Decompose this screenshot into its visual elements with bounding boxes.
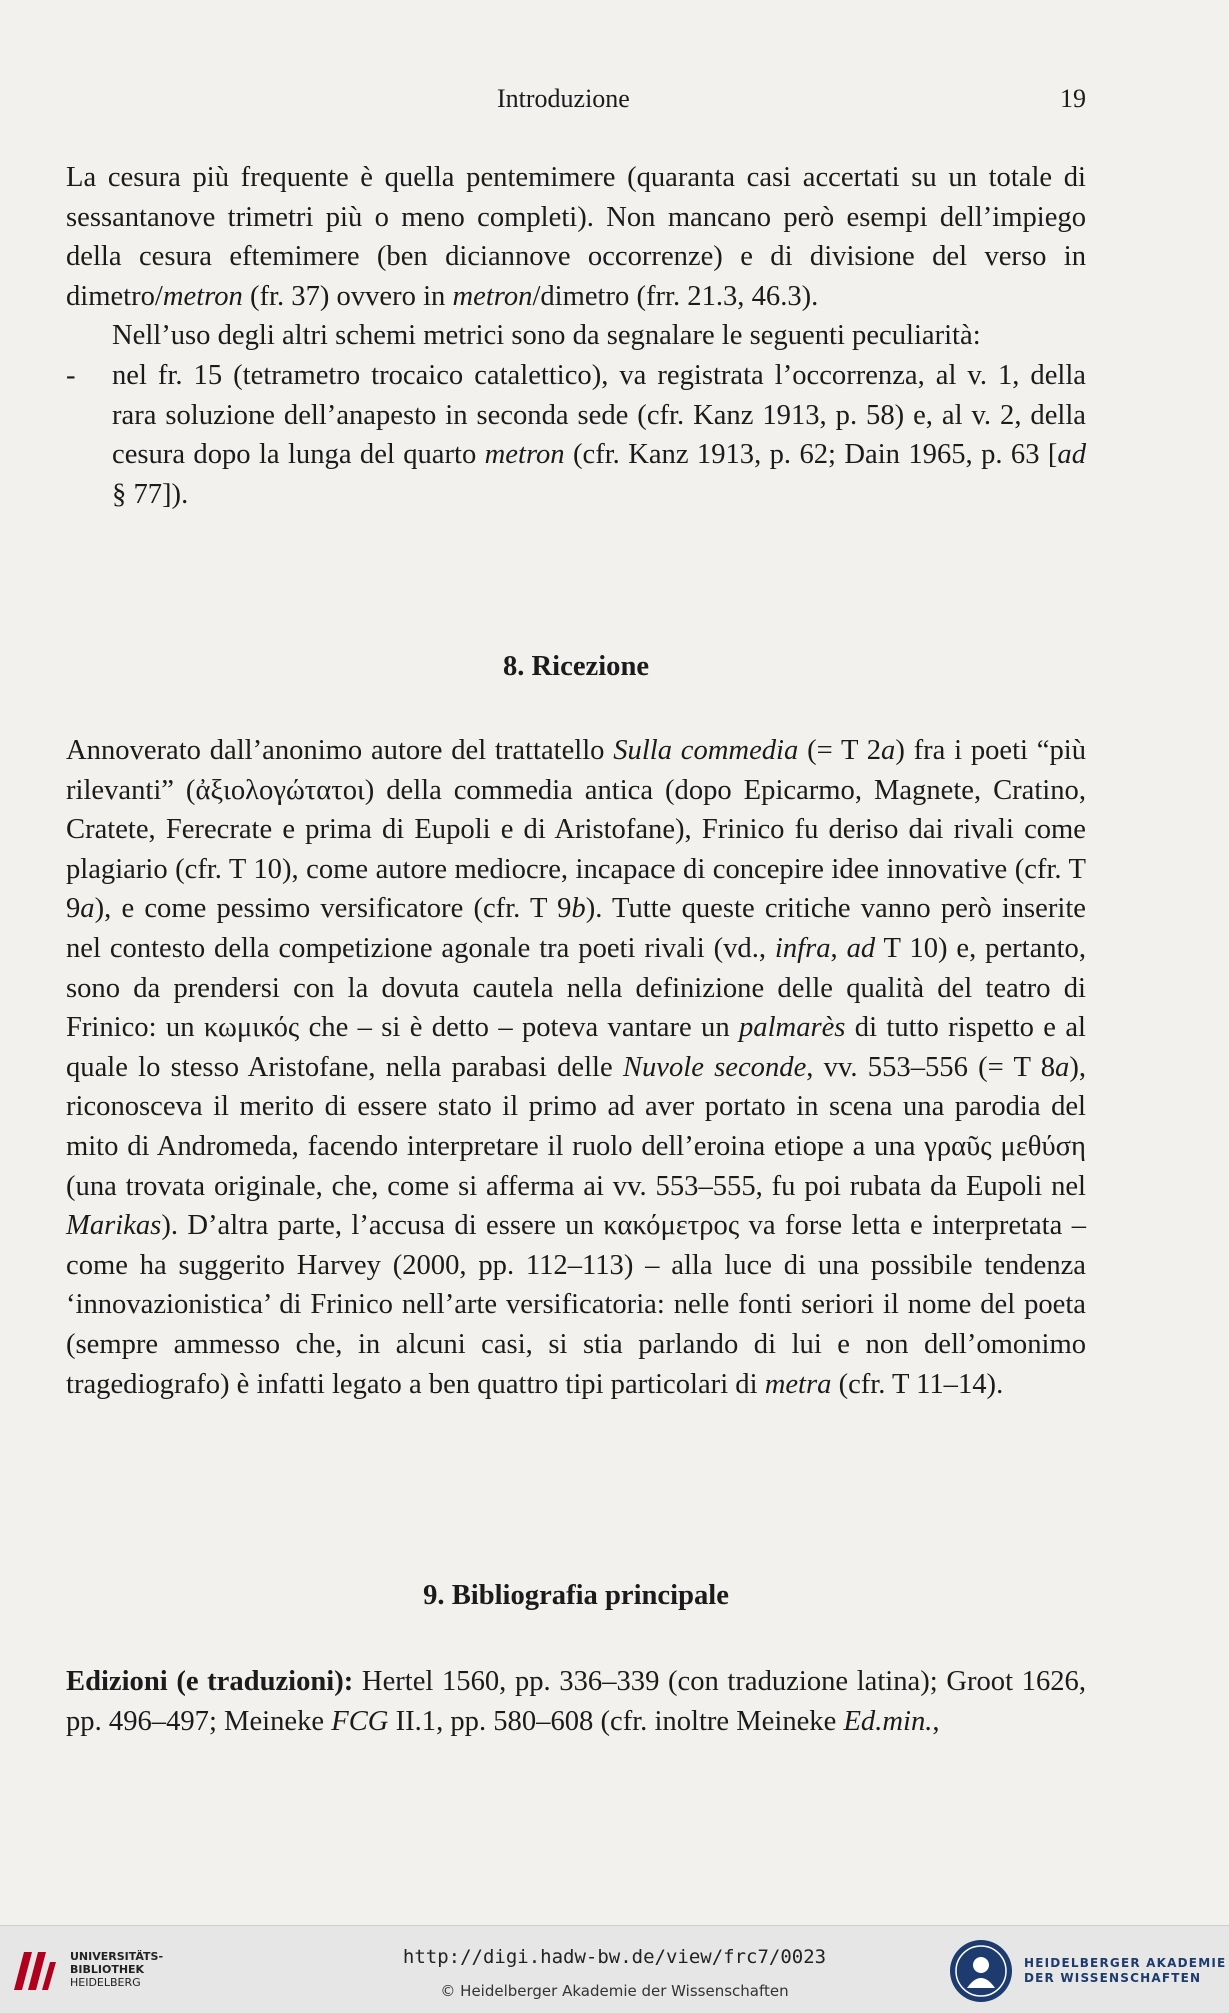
running-title: Introduzione — [497, 84, 630, 113]
bibliografia-text-block — [66, 1662, 1086, 1741]
edizioni-label: Edizioni (e traduzioni): — [66, 1666, 354, 1697]
list-item-fr15: - nel fr. 15 (tetrametro trocaico catalettico), va registrata l’occorrenza, al v. 1, della rara soluzione dell’anapesto in seconda sede (cfr. Kanz 1913, p. 58) e, al v. 2, della cesura dopo la lunga del quarto metron (cfr. Kanz 1913, p. 62; Dain 1965, p. 63 [ad § 77]). — [66, 356, 1086, 514]
permalink-url[interactable]: http://digi.hadw-bw.de/view/frc7/0023 — [402, 1946, 827, 1968]
academy-name: HEIDELBERGER AKADEMIE DER WISSENSCHAFTEN — [1024, 1956, 1227, 1985]
intro-text-block — [66, 158, 1086, 514]
running-head — [0, 84, 1229, 124]
section-heading-ricezione: 8. Ricezione — [502, 651, 650, 682]
copyright-notice: © Heidelberger Akademie der Wissenschaften — [440, 1982, 789, 2000]
list-dash: - — [66, 359, 76, 391]
ricezione-text-block — [66, 731, 1086, 1404]
paragraph-ricezione: Annoverato dall’anonimo autore del trattatello Sulla commedia (= T 2a) fra i poeti “più rilevanti” (ἀξιολογώτατοι) della commedia antica (dopo Epicarmo, Magnete, Cratino, Cratete, Ferecrate e prima di Eupoli e di Aristofane), Frinico fu deriso dai rivali come plagiario (cfr. T 10), come autore mediocre, incapace di concepire idee innovative (cfr. T 9a), e come pessimo versificatore (cfr. T 9b). Tutte queste critiche vanno però inserite nel contesto della competizione agonale tra poeti rivali (vd., infra, ad T 10) e, pertanto, sono da prendersi con la dovuta cautela nella definizione delle qualità del teatro di Frinico: un κωμικός che – si è detto – poteva vantare un palmarès di tutto rispetto e al quale lo stesso Aristofane, nella parabasi delle Nuvole seconde, vv. 553–556 (= T 8a), riconosceva il merito di essere stato il primo ad aver portato in scena una parodia del mito di Andromeda, facendo interpretare il ruolo dell’eroina etiope a una γραῦς μεθύση (una trovata originale, che, come si afferma ai vv. 553–555, fu poi rubata da Eupoli nel Marikas). D’altra parte, l’accusa di essere un κακόμετρος va forse letta e interpretata – come ha suggerito Harvey (2000, pp. 112–113) – alla luce di una possibile tendenza ‘innovazionistica’ di Frinico nell’arte versificatoria: nelle fonti seriori il nome del poeta (sempre ammesso che, in alcuni casi, si stia parlando di lui e non dell’omonimo tragediografo) è infatti legato a ben quattro tipi particolari di metra (cfr. T 11–14). — [66, 735, 1087, 1400]
page-number: 19 — [1060, 84, 1086, 113]
paragraph-cesura: La cesura più frequente è quella pentemimere (quaranta casi accertati su un totale di sessantanove trimetri più o meno completi). Non mancano però esempi dell’impiego della cesura eftemimere (ben diciannove occorrenze) e di divisione del verso in dimetro/metron (fr. 37) ovvero in metron/dimetro (frr. 21.3, 46.3). — [66, 162, 1086, 312]
paragraph-edizioni: Edizioni (e traduzioni): Hertel 1560, pp. 336–339 (con traduzione latina); Groot 1626, pp. 496–497; Meineke FCG II.1, pp. 580–608 (cfr. inoltre Meineke Ed.min., — [66, 1666, 1086, 1737]
university-library-name: UNIVERSITÄTS- BIBLIOTHEK HEIDELBERG — [70, 1950, 164, 1989]
academy-seal-icon[interactable] — [948, 1938, 1014, 2004]
paragraph-schemi: Nell’uso degli altri schemi metrici sono da segnalare le seguenti peculiarità: — [112, 320, 981, 352]
section-heading-bibliografia: 9. Bibliografia principale — [423, 1580, 729, 1611]
viewer-footer — [0, 1925, 1229, 2013]
